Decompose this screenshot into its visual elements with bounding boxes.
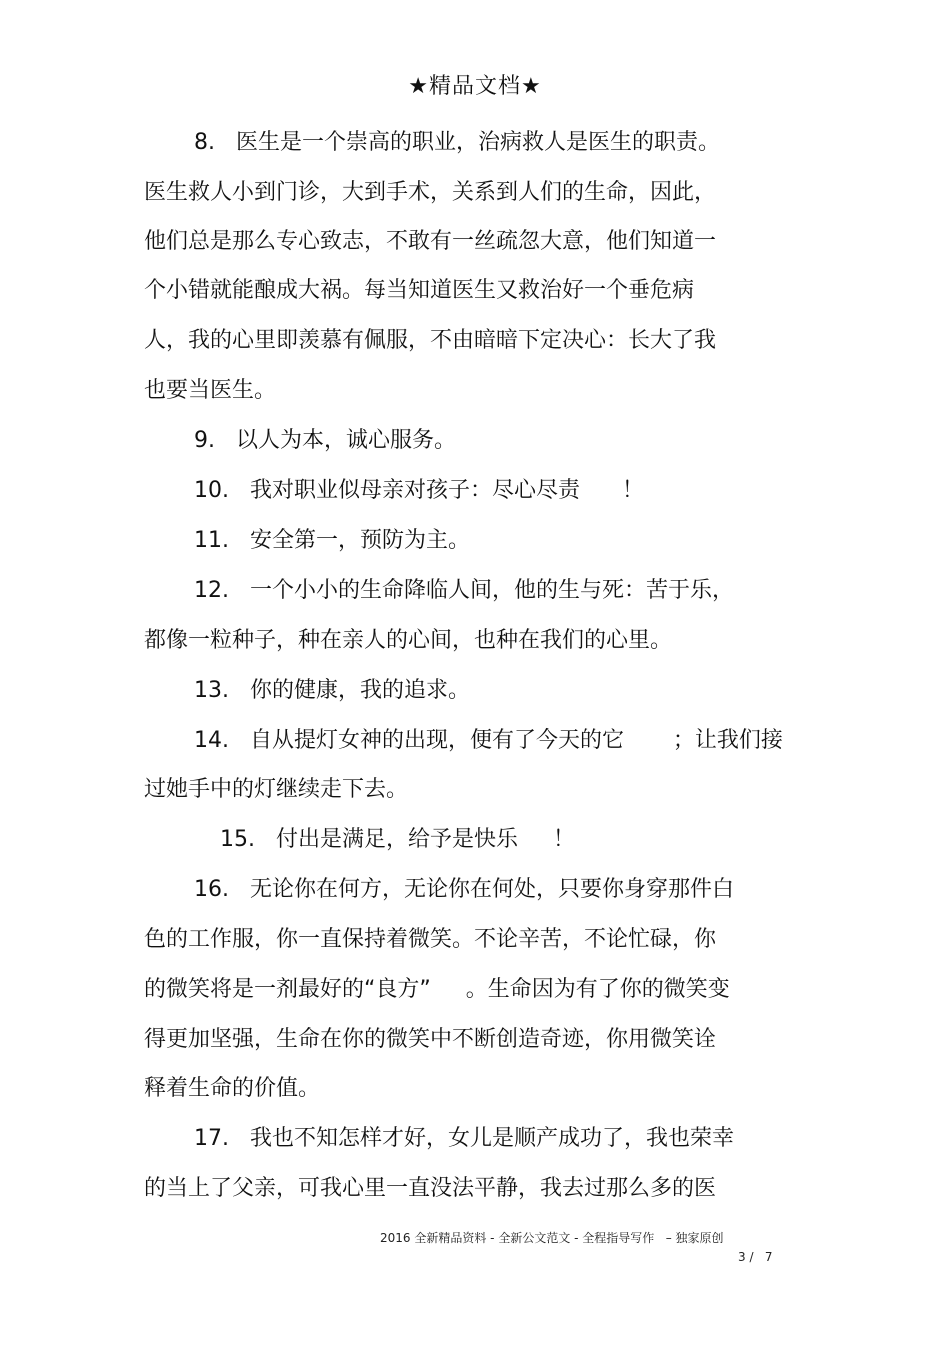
text-line: 也要当医生。 <box>144 378 277 403</box>
text-line: 15. 付出是满足，给予是快乐 ！ <box>220 827 575 852</box>
text-line: 的当上了父亲，可我心里一直没法平静，我去过那么多的医 <box>144 1176 717 1201</box>
text-line: 过她手中的灯继续走下去。 <box>144 777 409 802</box>
text-line: 个小错就能酿成大祸。每当知道医生又救治好一个垂危病 <box>144 278 695 303</box>
text-line: 他们总是那么专心致志，不敢有一丝疏忽大意，他们知道一 <box>144 229 717 254</box>
text-line: 9. 以人为本，诚心服务。 <box>194 428 456 453</box>
text-line: 10. 我对职业似母亲对孩子：尽心尽责 ！ <box>194 478 644 503</box>
text-line: 色的工作服，你一直保持着微笑。不论辛苦，不论忙碌，你 <box>144 927 717 952</box>
text-line: 17. 我也不知怎样才好，女儿是顺产成功了，我也荣幸 <box>194 1126 734 1151</box>
text-line: 8. 医生是一个崇高的职业，治病救人是医生的职责。 <box>194 130 720 155</box>
text-line: 11. 安全第一，预防为主。 <box>194 528 470 553</box>
text-line: 13. 你的健康，我的追求。 <box>194 678 470 703</box>
text-line: 人，我的心里即羡慕有佩服，不由暗暗下定决心：长大了我 <box>144 328 717 353</box>
text-line: 14. 自从提灯女神的出现，便有了今天的它 ；让我们接 <box>194 728 783 753</box>
text-line: 的微笑将是一剂最好的“良方” 。生命因为有了你的微笑变 <box>144 977 730 1002</box>
text-line: 12. 一个小小的生命降临人间，他的生与死：苦于乐， <box>194 578 734 603</box>
text-line: 都像一粒种子，种在亲人的心间，也种在我们的心里。 <box>144 628 673 653</box>
text-line: 医生救人小到门诊，大到手术，关系到人们的生命，因此， <box>144 180 717 205</box>
text-line: 得更加坚强，生命在你的微笑中不断创造奇迹，你用微笑诠 <box>144 1027 717 1052</box>
footer-text: 2016 全新精品资料 - 全新公文范文 - 全程指导写作 – 独家原创 <box>380 1231 724 1245</box>
text-line: 16. 无论你在何方，无论你在何处，只要你身穿那件白 <box>194 877 734 902</box>
header-title: ★精品文档★ <box>408 74 542 99</box>
text-line: 释着生命的价值。 <box>144 1076 321 1101</box>
page-number: 3 / 7 <box>738 1250 773 1264</box>
